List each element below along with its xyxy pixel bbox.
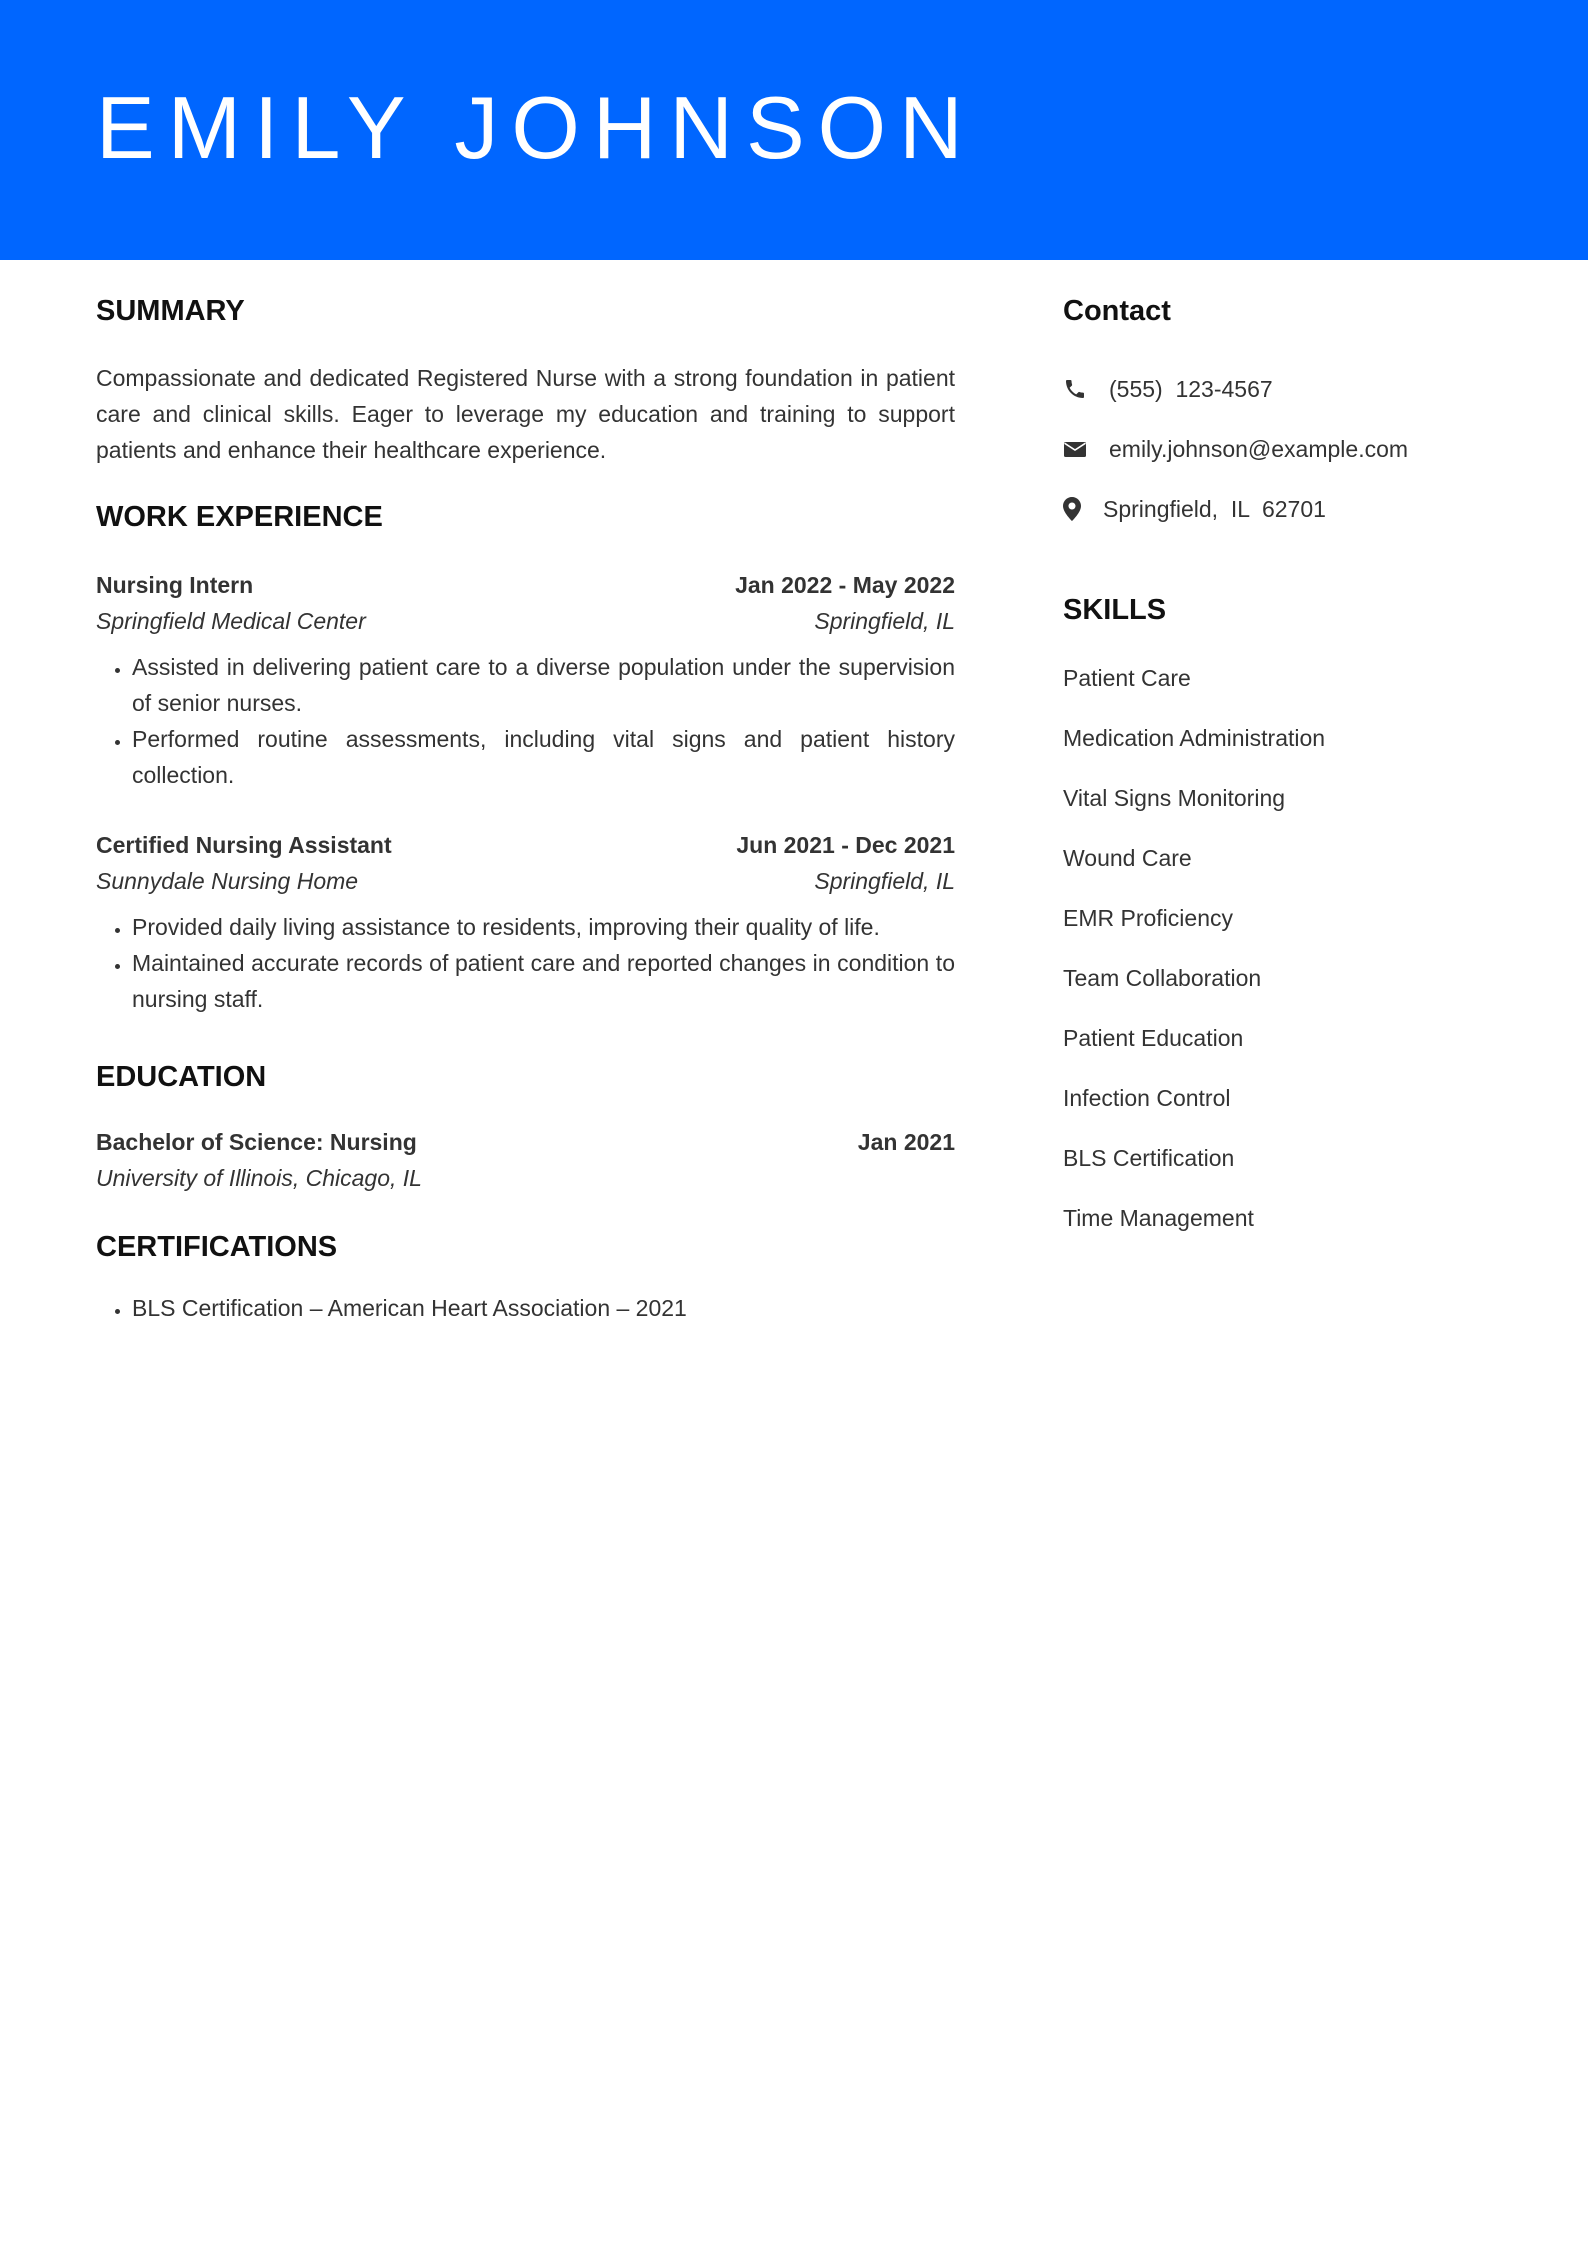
contact-email-text: emily.johnson@example.com [1109,435,1409,462]
job-bullet: • Assisted in delivering patient care to a diverse population under the supervision of senior nurses. [132,649,955,721]
skill-item: Patient Care [1063,665,1191,691]
education-entry [96,1124,955,1196]
skill-item: Time Management [1063,1205,1254,1231]
skill-item: EMR Proficiency [1063,905,1233,931]
phone-icon [1063,376,1089,402]
job-role: Nursing Intern [96,572,254,598]
envelope-icon [1063,436,1089,462]
job-company: Sunnydale Nursing Home [96,868,359,894]
job-bullets [96,649,955,793]
contact-address-text: Springfield, IL 62701 [1103,495,1326,522]
job-entry [96,567,955,793]
contact-phone-text: (555) 123-4567 [1109,375,1273,402]
skill-item: BLS Certification [1063,1145,1235,1171]
skill-item: Vital Signs Monitoring [1063,785,1286,811]
certifications-heading: CERTIFICATIONS [96,1231,338,1263]
job-company: Springfield Medical Center [96,608,366,634]
education-degree: Bachelor of Science: Nursing [96,1129,417,1155]
job-entry [96,827,955,1017]
candidate-name: EMILY JOHNSON [96,78,976,177]
resume-header [0,0,1588,260]
job-dates: Jun 2021 - Dec 2021 [736,832,955,858]
contact-email [1063,431,1408,467]
job-dates: Jan 2022 - May 2022 [735,572,955,598]
contact-address [1063,491,1326,527]
work-experience-heading: WORK EXPERIENCE [96,501,383,533]
job-role: Certified Nursing Assistant [96,832,392,858]
summary-text: Compassionate and dedicated Registered Nurse with a strong foundation in patient care and clinical skills. Eager to leverage my education and training to support patients and enhance their healthcare experience. [96,365,955,463]
skill-item: Infection Control [1063,1085,1231,1111]
summary-heading: SUMMARY [96,295,245,327]
education-school: University of Illinois, Chicago, IL [96,1165,422,1191]
job-bullet: • Maintained accurate records of patient care and reported changes in condition to nursing staff. [132,945,955,1017]
contact-phone [1063,371,1273,407]
skills-list [1063,660,1325,1260]
job-location: Springfield, IL [814,868,955,894]
certifications-list [96,1290,955,1326]
skill-item: Team Collaboration [1063,965,1262,991]
skill-item: Patient Education [1063,1025,1244,1051]
skill-item: Medication Administration [1063,725,1326,751]
contact-heading: Contact [1063,295,1171,327]
skills-heading: SKILLS [1063,594,1167,626]
skill-item: Wound Care [1063,845,1192,871]
certification-item: • BLS Certification – American Heart Association – 2021 [132,1290,955,1326]
education-date: Jan 2021 [857,1129,955,1155]
job-location: Springfield, IL [814,608,955,634]
map-pin-icon [1063,496,1083,522]
education-heading: EDUCATION [96,1061,267,1093]
job-bullet: • Provided daily living assistance to residents, improving their quality of life. [132,909,955,945]
job-bullets [96,909,955,1017]
job-bullet: • Performed routine assessments, including vital signs and patient history collection. [132,721,955,793]
